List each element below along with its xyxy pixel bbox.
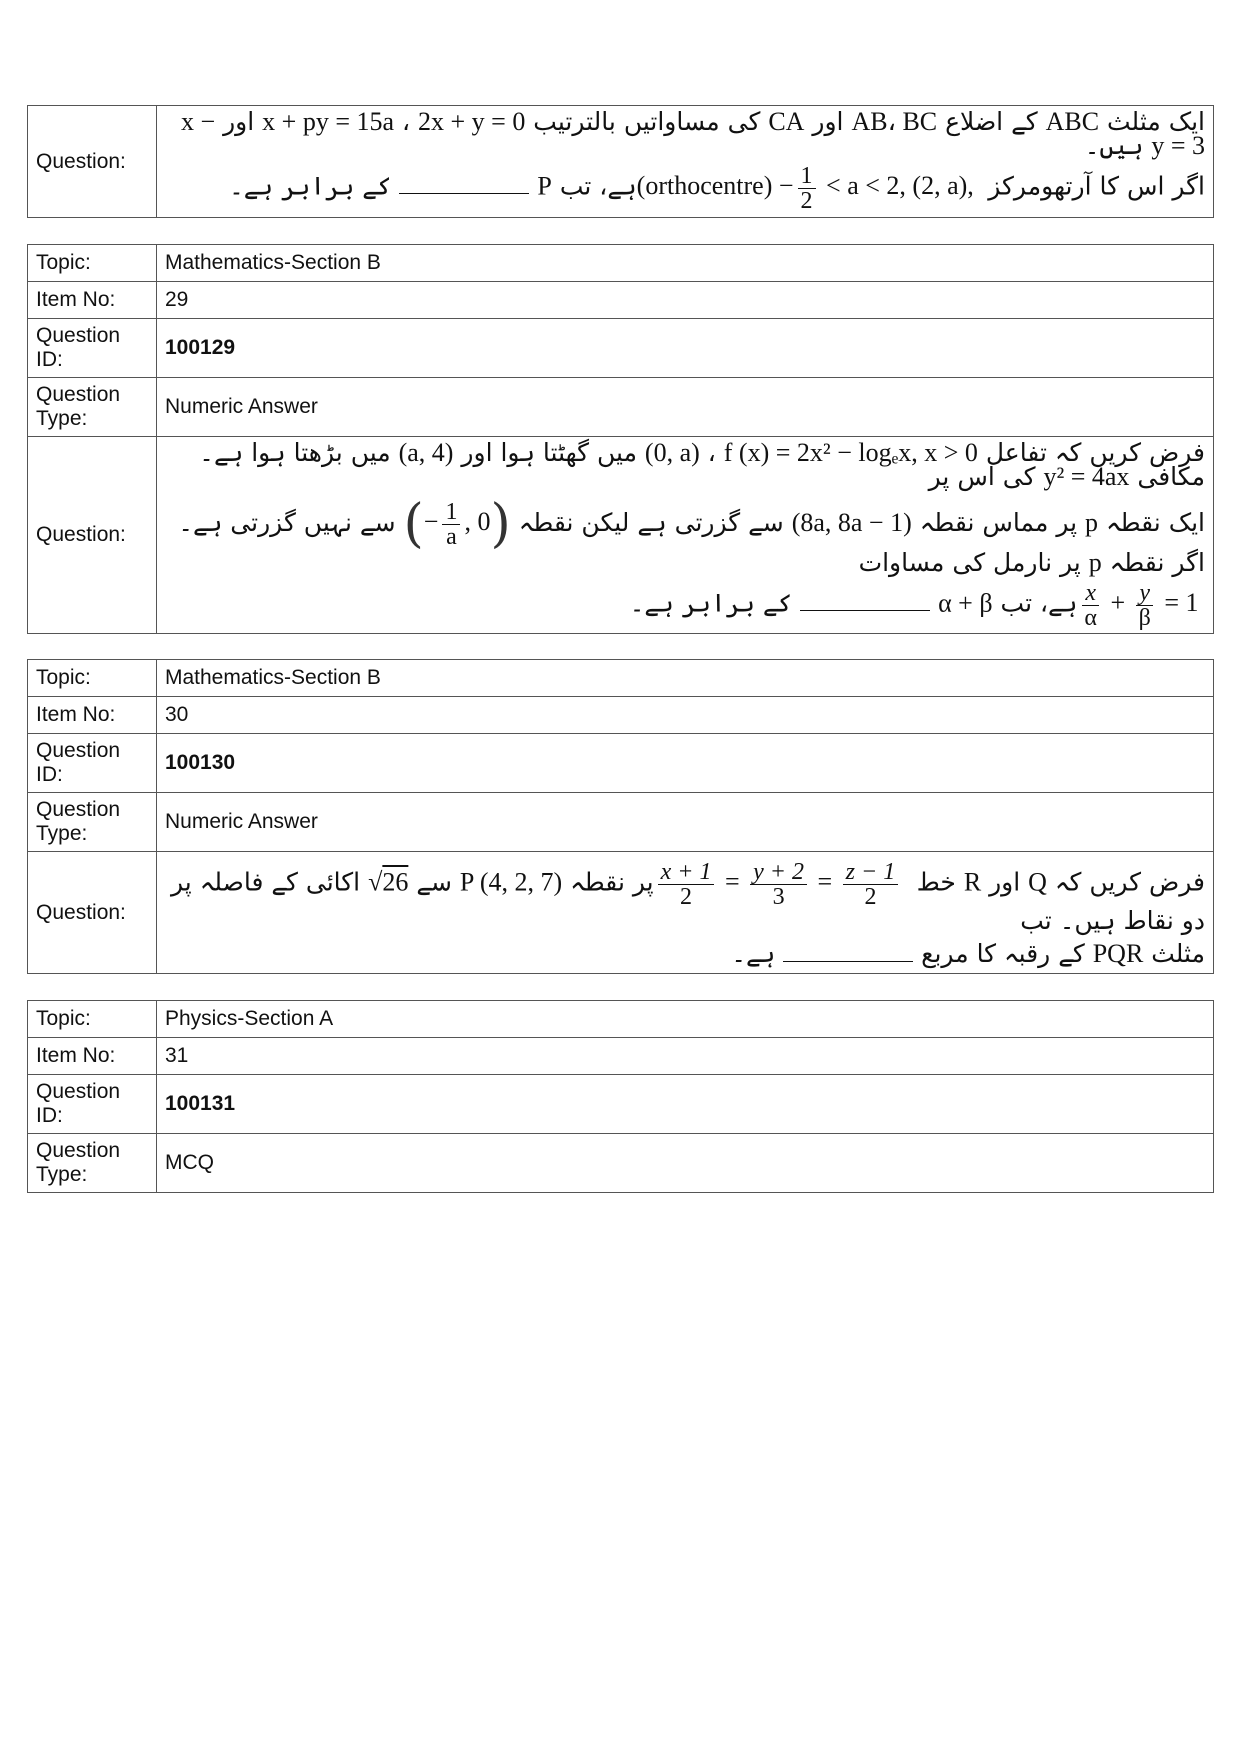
item-no-value: 31 [157, 1038, 1214, 1075]
question-text [157, 852, 1214, 974]
answer-blank [800, 590, 930, 611]
question-id-label: Question ID: [28, 319, 157, 378]
topic-label: Topic: [28, 660, 157, 697]
topic-value: Mathematics-Section B [157, 245, 1214, 282]
fraction: $\frac{x}{\alpha}$ [1081, 581, 1100, 630]
item-no-value: 30 [157, 697, 1214, 734]
question-type-value: Numeric Answer [157, 793, 1214, 852]
item-no-label: Item No: [28, 697, 157, 734]
fraction: $\frac{y + 2}{3}$ [750, 860, 807, 909]
question-type-value: Numeric Answer [157, 378, 1214, 437]
question-block-31 [27, 1000, 1214, 1193]
fraction: $\frac{y}{\beta}$ [1136, 581, 1154, 630]
question-type-label: Question Type: [28, 1134, 157, 1193]
topic-value: Physics-Section A [157, 1001, 1214, 1038]
question-id-value: 100131 [157, 1075, 1214, 1134]
answer-blank [783, 941, 913, 962]
question-block-29 [27, 244, 1214, 634]
question-label: Question: [28, 437, 157, 634]
fraction: $\frac{1}{2}$ [798, 164, 816, 213]
question-id-label: Question ID: [28, 1075, 157, 1134]
question-label: Question: [28, 106, 157, 218]
item-no-label: Item No: [28, 282, 157, 319]
question-text [157, 106, 1214, 218]
question-type-label: Question Type: [28, 378, 157, 437]
question-line-2: اگر اس کا آرتھومرکز (orthocentre) − $\frac{1}{2}$ < a < 2, (2, a), ہے، تب P کے برابر ہے۔ [229, 163, 1205, 214]
square-root: √26 [368, 866, 409, 896]
question-id-value: 100130 [157, 734, 1214, 793]
topic-label: Topic: [28, 245, 157, 282]
answer-blank [399, 173, 529, 194]
item-no-label: Item No: [28, 1038, 157, 1075]
item-no-value: 29 [157, 282, 1214, 319]
question-line-3: $\frac{x}{\alpha}$ + $\frac{y}{\beta}$ = 1 ہے، تب α + β کے برابر ہے۔ [629, 579, 1199, 631]
question-id-value: 100129 [157, 319, 1214, 378]
topic-label: Topic: [28, 1001, 157, 1038]
fraction: $\frac{z - 1}{2}$ [843, 860, 899, 909]
question-type-value: MCQ [157, 1134, 1214, 1193]
fraction: $\frac{1}{a}$ [442, 500, 460, 549]
topic-value: Mathematics-Section B [157, 660, 1214, 697]
question-type-label: Question Type: [28, 793, 157, 852]
question-line-2: مثلث PQR کے رقبہ کا مربع ہے۔ [731, 938, 1205, 968]
question-label: Question: [28, 852, 157, 974]
question-line-1: ایک مثلث ABC کے اضلاع AB، BC اور CA کی مساواتیں بالترتیب 2x + y = 0 ، x + py = 15a اور x − y = 3 ہیں۔ [180, 107, 1205, 160]
question-text [157, 437, 1214, 634]
question-block-30 [27, 659, 1214, 974]
question-id-label: Question ID: [28, 734, 157, 793]
question-block-prev [27, 105, 1214, 218]
question-line-2: ایک نقطہ p پر مماس نقطہ (8a, 8a − 1) سے گزرتی ہے لیکن نقطہ (− $\frac{1}{a}$ , 0) سے نہیں گزرتی ہے۔ اگر نقطہ p پر نارمل کی مساوات [178, 494, 1205, 577]
question-line-1: فرض کریں کہ تفاعل f (x) = 2x² − logₑx, x > 0 ، (0, a) میں گھٹتا ہوا اور (a, 4) میں بڑھتا ہوا ہے۔ مکافی y² = 4ax کی اس پر [199, 437, 1205, 491]
question-line-1: فرض کریں کہ Q اور R خط $\frac{x + 1}{2}$ = $\frac{y + 2}{3}$ = $\frac{z - 1}{2}$ پر نقطہ P (4, 2, 7) سے √26 اکائی کے فاصلہ پر دو نقاط ہیں۔ تب [171, 858, 1205, 935]
fraction: $\frac{x + 1}{2}$ [658, 860, 715, 909]
